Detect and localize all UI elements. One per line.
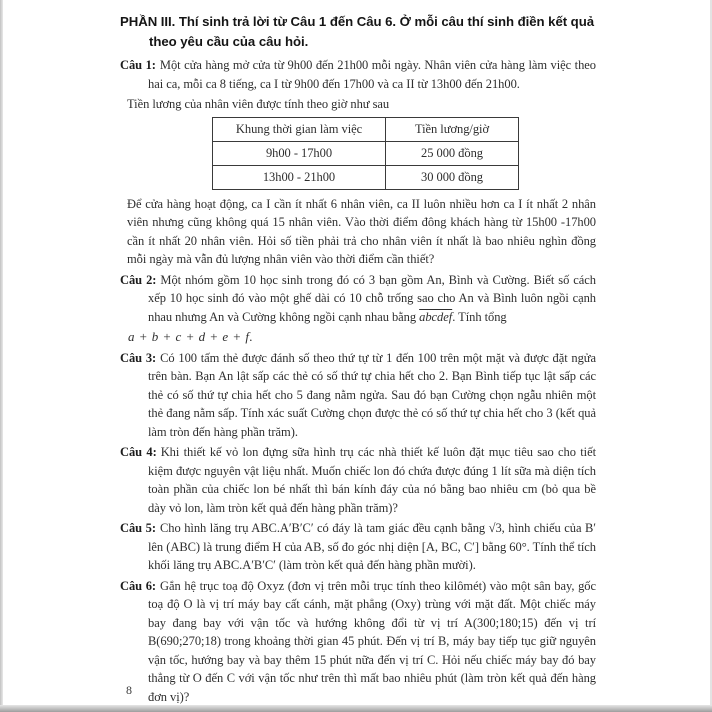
question-6-label: Câu 6:	[120, 578, 157, 593]
page-edge-left	[0, 0, 3, 712]
question-5-text: Cho hình lăng trụ ABC.A′B′C′ có đáy là tam giác đều cạnh bằng √3, hình chiếu của B′ lên (ABC) là trung điểm H của AB, số đo góc nhị diện [A, BC, C′] bằng 60°. Tính thể tích khối lăng trụ ABC.A′B′C′ (làm tròn kết quả đến hàng phần mười).	[148, 521, 596, 572]
question-4-label: Câu 4:	[120, 445, 157, 459]
question-4	[120, 443, 596, 517]
salary-table-header-timeframe: Khung thời gian làm việc	[213, 117, 386, 141]
section-header-line1: PHẦN III. Thí sinh trả lời từ Câu 1 đến Câu 6. Ở mỗi câu thí sinh điền kết quả	[120, 14, 594, 29]
salary-table-row-2	[213, 165, 519, 189]
question-3-text: Có 100 tấm thẻ được đánh số theo thứ tự từ 1 đến 100 trên một mặt và được đặt ngửa trên bàn. Bạn An lật sấp các thẻ có số thứ tự chia hết cho 2. Bạn Bình tiếp tục lật sấp các thẻ có số thứ tự chia hết cho 5 đang nằm ngửa. Sau đó bạn Cường chọn ngẫu nhiên một thẻ đang nằm sấp. Tính xác suất Cường chọn được thẻ có số thứ tự chia hết cho 3 (kết quả làm tròn đến hàng phần trăm).	[148, 350, 596, 439]
salary-row2-timeframe: 13h00 - 21h00	[213, 165, 386, 189]
question-6-text: Gắn hệ trục toạ độ Oxyz (đơn vị trên mỗi trục tính theo kilômét) vào một sân bay, gốc toạ độ O là vị trí máy bay cất cánh, mặt phẳng (Oxy) trùng với mặt đất. Một chiếc máy bay đang bay với vận tốc và hướng không đổi từ vị trí A(300;180;15) đến vị trí B(690;270;18) trong khoảng thời gian 45 phút. Đến vị trí B, máy bay tiếp tục giữ nguyên vận tốc, hướng bay và bay thêm 15 phút nữa đến vị trí C. Hỏi nếu chiếc máy bay đó bay thẳng từ O đến C với vận tốc như trên thì mất bao nhiêu phút (làm tròn kết quả đến hàng đơn vị)?	[148, 578, 596, 704]
question-5-label: Câu 5:	[120, 521, 156, 535]
question-1-label: Câu 1:	[120, 58, 156, 72]
question-3-label: Câu 3:	[120, 350, 157, 365]
question-5	[120, 519, 596, 575]
salary-table	[212, 117, 519, 190]
section-header-line2: theo yêu cầu của câu hỏi.	[149, 34, 309, 49]
salary-table-header-wage: Tiền lương/giờ	[386, 117, 519, 141]
question-2-text-before: Một nhóm gồm 10 học sinh trong đó có 3 bạn gồm An, Bình và Cường. Biết số cách xếp 10 học sinh đó vào một ghế dài có 10 chỗ trống sao cho An và Bình luôn ngồi cạnh nhau nhưng An và Cường không ngồi cạnh nhau bằng	[148, 272, 597, 324]
question-4-text: Khi thiết kế vỏ lon đựng sữa hình trụ các nhà thiết kế luôn đặt mục tiêu sao cho tiết kiệm được nguyên vật liệu nhất. Muốn chiếc lon đó chứa được đúng 1 lít sữa mà diện tích toàn phần của chiếc lon bé nhất thì bán kính đáy của nó bằng bao nhiêu cm (bỏ qua bề dày vỏ lon, làm tròn kết quả đến hàng phần trăm)?	[148, 445, 596, 515]
question-2-formula: a + b + c + d + e + f.	[128, 329, 254, 344]
question-1-table-caption: Tiền lương của nhân viên được tính theo giờ như sau	[127, 97, 390, 111]
question-2	[120, 271, 596, 327]
salary-row1-timeframe: 9h00 - 17h00	[213, 141, 386, 165]
section-header	[120, 12, 596, 52]
page-content	[120, 12, 596, 708]
question-2-text-after: . Tính tổng	[452, 309, 507, 324]
page-number: 8	[126, 683, 132, 697]
question-3	[120, 349, 596, 442]
question-1-intro: Một cửa hàng mở cửa từ 9h00 đến 21h00 mỗi ngày. Nhân viên cửa hàng làm việc theo hai ca, mỗi ca 8 tiếng, ca I từ 9h00 đến 17h00 và ca II từ 13h00 đến 21h00.	[148, 58, 596, 91]
salary-row2-wage: 30 000 đồng	[386, 165, 519, 189]
salary-table-header-row	[213, 117, 519, 141]
question-2-overline-term: abcdef	[419, 309, 453, 324]
question-6	[120, 577, 596, 707]
question-1	[120, 56, 596, 93]
question-2-label: Câu 2:	[120, 272, 157, 287]
salary-table-row-1	[213, 141, 519, 165]
salary-row1-wage: 25 000 đồng	[386, 141, 519, 165]
question-1-body: Để cửa hàng hoạt động, ca I cần ít nhất 6 nhân viên, ca II luôn nhiều hơn ca I ít nhất 2 nhân viên nhưng cũng không quá 15 nhân viên. Vào thời điểm đông khách hàng từ 15h00 -17h00 cần ít nhất 20 nhân viên. Hỏi số tiền phải trả cho nhân viên ít nhất là bao nhiêu nghìn đồng mỗi ngày mà vẫn đủ lượng nhân viên vào thời điểm cần thiết?	[127, 196, 596, 266]
